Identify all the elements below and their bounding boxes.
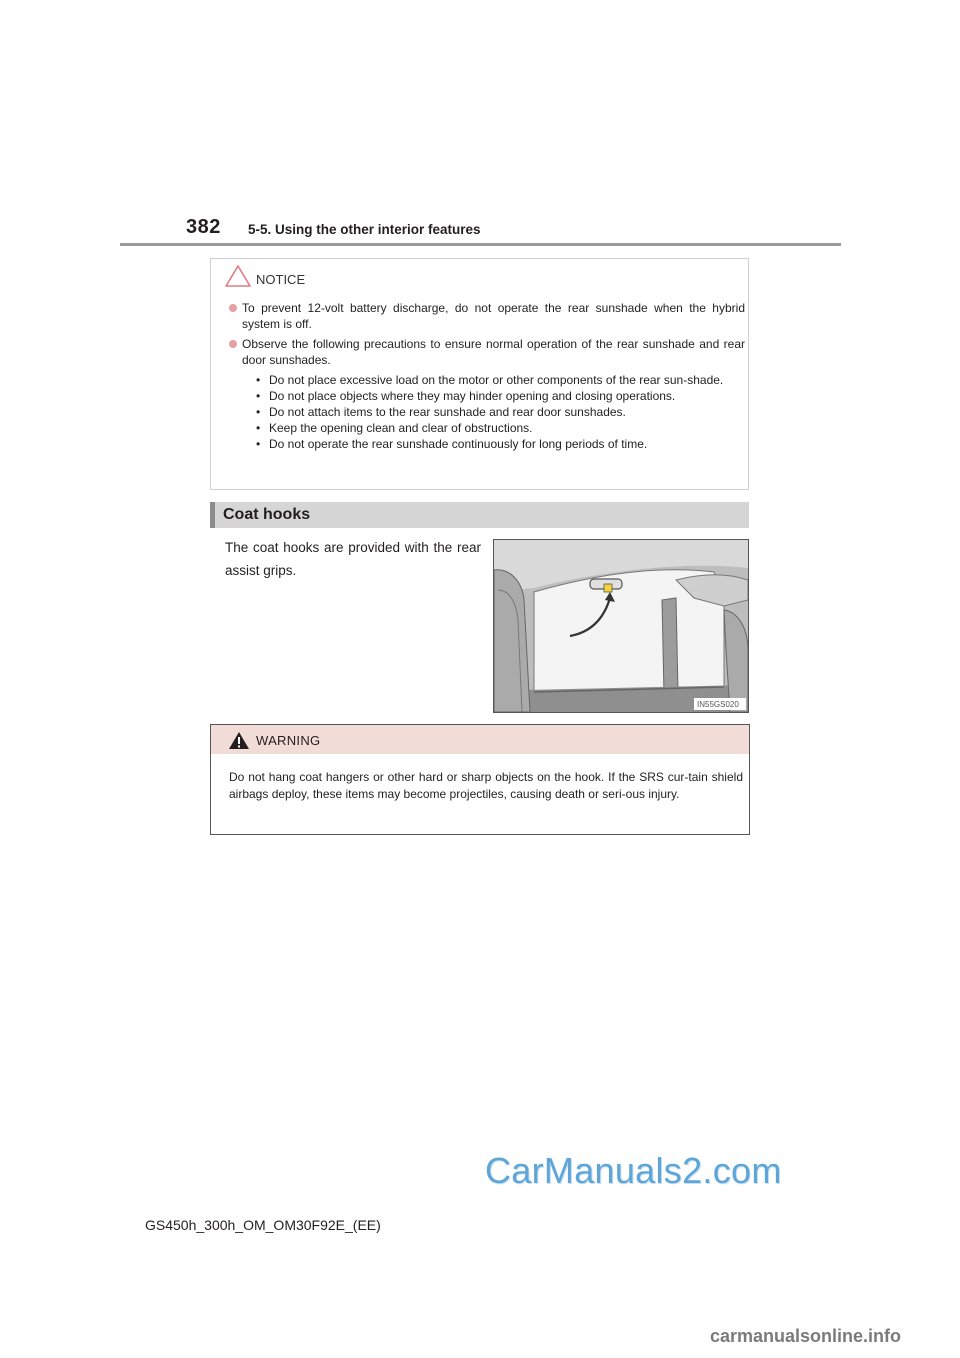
car-interior-illustration <box>494 540 748 712</box>
watermark-logo: CarManuals2.com <box>485 1150 782 1191</box>
precaution-item: • Do not operate the rear sunshade continuously for long periods of time. <box>256 437 648 451</box>
coat-hooks-heading <box>210 502 749 528</box>
notice-item <box>229 336 745 452</box>
notice-item-text: To prevent 12-volt battery discharge, do not operate the rear sunshade when the hybrid system is off. <box>242 301 745 331</box>
notice-item <box>229 300 745 332</box>
page-number: 382 <box>186 216 221 238</box>
header-divider <box>120 243 841 246</box>
page-header <box>0 0 960 250</box>
notice-item-text: Observe the following precautions to ensure normal operation of the rear sunshade and rear door sunshades. <box>242 337 745 367</box>
warning-triangle-icon <box>228 731 250 750</box>
coat-hooks-heading-text: Coat hooks <box>223 506 311 523</box>
bullet-dot-icon <box>229 340 237 348</box>
coat-hooks-description: The coat hooks are provided with the rear assist grips. <box>225 540 481 578</box>
manual-code: GS450h_300h_OM_OM30F92E_(EE) <box>145 1217 381 1233</box>
footer-site-text: carmanualsonline.info <box>710 1326 902 1346</box>
precaution-item: • Do not place objects where they may hinder opening and closing operations. <box>256 389 676 403</box>
coat-hook-illustration <box>493 539 749 713</box>
notice-box <box>210 258 749 490</box>
precaution-list <box>242 372 745 452</box>
precaution-item: • Do not attach items to the rear sunshade and rear door sunshades. <box>256 405 626 419</box>
illustration-code: IN55GS020 <box>697 700 739 709</box>
warning-box <box>210 724 750 835</box>
precaution-item: • Keep the opening clean and clear of obstructions. <box>256 421 533 435</box>
bullet-dot-icon <box>229 304 237 312</box>
section-title: 5-5. Using the other interior features <box>248 222 481 237</box>
warning-title: WARNING <box>256 733 321 748</box>
caution-triangle-icon <box>225 265 251 287</box>
notice-body <box>229 300 745 456</box>
warning-text: Do not hang coat hangers or other hard or sharp objects on the hook. If the SRS cur-tain shield airbags deploy, these items may become projectiles, causing death or seri-ous injury. <box>229 770 743 801</box>
notice-title: NOTICE <box>256 272 306 287</box>
heading-accent-bar <box>210 502 215 528</box>
warning-header <box>211 725 749 754</box>
precaution-item: • Do not place excessive load on the motor or other components of the rear sun-shade. <box>256 373 724 387</box>
